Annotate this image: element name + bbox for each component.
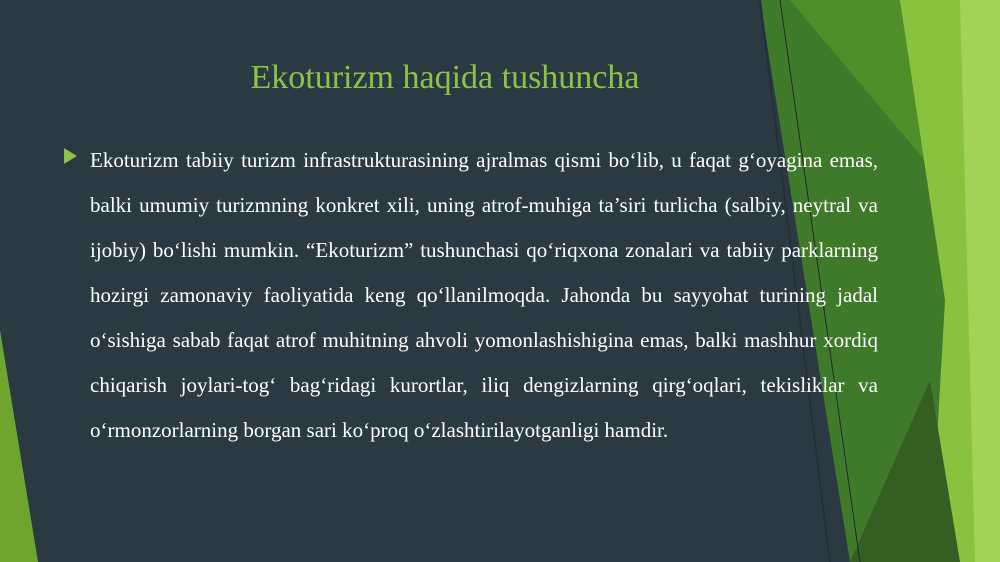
triangle-right-icon (64, 148, 77, 164)
slide-title: Ekoturizm haqida tushuncha (250, 59, 640, 96)
left-green-sliver (0, 330, 38, 562)
slide-body-text: Ekoturizm tabiiy turizm infrastrukturasining ajralmas qismi bo‘lib, u faqat g‘oyagina emas, balki umumiy turizmning konkret xili, uning atrof-muhiga ta’siri turlicha (salbiy, neytral va ijobiy) bo‘lishi mumkin. “Ekoturizm” tushunchasi qo‘riqxona zonalari va tabiiy parklarning hozirgi zamonaviy faoliyatida keng qo‘llanilmoqda. Jahonda bu sayyohat turining jadal o‘sishiga sabab faqat atrof muhitning ahvoli yomonlashishigina emas, balki mashhur xordiq chiqarish joylari-tog‘ bag‘ridagi kurortlar, iliq dengizlarning qirg‘oqlari, tekisliklar va o‘rmonzorlarning borgan sari ko‘proq o‘zlashtirilayotganligi hamdir. (90, 148, 878, 442)
